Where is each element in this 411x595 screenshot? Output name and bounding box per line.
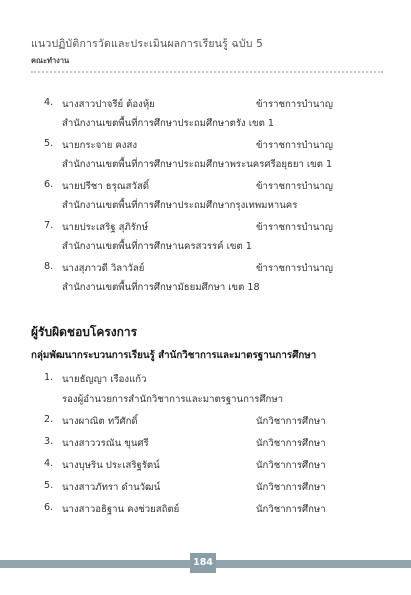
person-name: นางบุษริน ประเสริฐรัตน์ — [62, 460, 160, 471]
staff-item — [44, 132, 374, 173]
staff-list — [44, 91, 374, 296]
item-number: 3. — [44, 436, 54, 447]
responsible-item — [44, 370, 374, 414]
person-organization: สำนักงานเขตพื้นที่การศึกษาประถมศึกษาพระนครศรีอยุธยา เขต 1 — [62, 159, 333, 170]
section-subheading: กลุ่มพัฒนากระบวนการเรียนรู้ สำนักวิชาการและมาตรฐานการศึกษา — [31, 350, 317, 361]
staff-item — [44, 173, 374, 214]
person-position: ข้าราชการบำนาญ — [256, 181, 333, 192]
person-position: นักวิชาการศึกษา — [256, 438, 326, 449]
item-number: 5. — [44, 480, 54, 491]
person-position: ข้าราชการบำนาญ — [256, 140, 333, 151]
person-organization: สำนักงานเขตพื้นที่การศึกษาประถมศึกษาตรัง เขต 1 — [62, 118, 274, 129]
person-name: นางสาวภัทรา ดำนวัฒน์ — [62, 482, 161, 493]
person-name: นางผาณิต ทวีศักดิ์ — [62, 416, 138, 427]
responsible-item — [44, 480, 374, 502]
staff-item — [44, 214, 374, 255]
staff-item — [44, 255, 374, 296]
person-position: นักวิชาการศึกษา — [256, 482, 326, 493]
person-organization: สำนักงานเขตพื้นที่การศึกษานครสวรรค์ เขต 1 — [62, 241, 252, 252]
page-number: 184 — [190, 553, 216, 573]
person-position: ข้าราชการบำนาญ — [256, 263, 333, 274]
person-name: นายประเสริฐ สุภิรักษ์ — [62, 222, 149, 233]
item-number: 4. — [44, 458, 54, 469]
item-number: 8. — [44, 261, 54, 272]
responsible-item — [44, 436, 374, 458]
dotted-divider — [31, 71, 383, 73]
item-number: 6. — [44, 502, 54, 513]
person-name: นายกระจาย คงสง — [62, 140, 138, 151]
person-organization: สำนักงานเขตพื้นที่การศึกษาประถมศึกษากรุงเทพมหานคร — [62, 200, 298, 211]
person-name: นางสาวปาจรีย์ ต้องหุ้ย — [62, 99, 155, 110]
person-name: นายธัญญา เรืองแก้ว — [62, 374, 147, 385]
person-name: นายปรีชา ธรุณสวัสดิ์ — [62, 181, 149, 192]
responsible-item — [44, 458, 374, 480]
person-position: นักวิชาการศึกษา — [256, 460, 326, 471]
item-number: 5. — [44, 138, 54, 149]
section-heading: ผู้รับผิดชอบโครงการ — [31, 325, 138, 339]
item-number: 4. — [44, 97, 54, 108]
person-name: นางสาววรณัน ขุนศรี — [62, 438, 149, 449]
person-name: นางสุภาวดี วิลาวัลย์ — [62, 263, 145, 274]
person-organization: สำนักงานเขตพื้นที่การศึกษามัธยมศึกษา เขต 18 — [62, 282, 260, 293]
staff-item — [44, 91, 374, 132]
person-name: นางสาวอธิฐาน คงช่วยสถิตย์ — [62, 504, 180, 515]
person-position: ข้าราชการบำนาญ — [256, 99, 333, 110]
item-number: 1. — [44, 372, 54, 383]
item-number: 6. — [44, 179, 54, 190]
person-position: นักวิชาการศึกษา — [256, 504, 326, 515]
responsible-list — [44, 370, 374, 524]
person-role: รองผู้อำนวยการสำนักวิชาการและมาตรฐานการศึกษา — [62, 394, 284, 405]
person-position: ข้าราชการบำนาญ — [256, 222, 333, 233]
person-position: นักวิชาการศึกษา — [256, 416, 326, 427]
page-header-title: แนวปฏิบัติการวัดและประเมินผลการเรียนรู้ ฉบับ 5 — [31, 38, 264, 50]
item-number: 7. — [44, 220, 54, 231]
page-header-subtitle: คณะทำงาน — [31, 56, 70, 65]
responsible-item — [44, 502, 374, 524]
responsible-item — [44, 414, 374, 436]
item-number: 2. — [44, 414, 54, 425]
